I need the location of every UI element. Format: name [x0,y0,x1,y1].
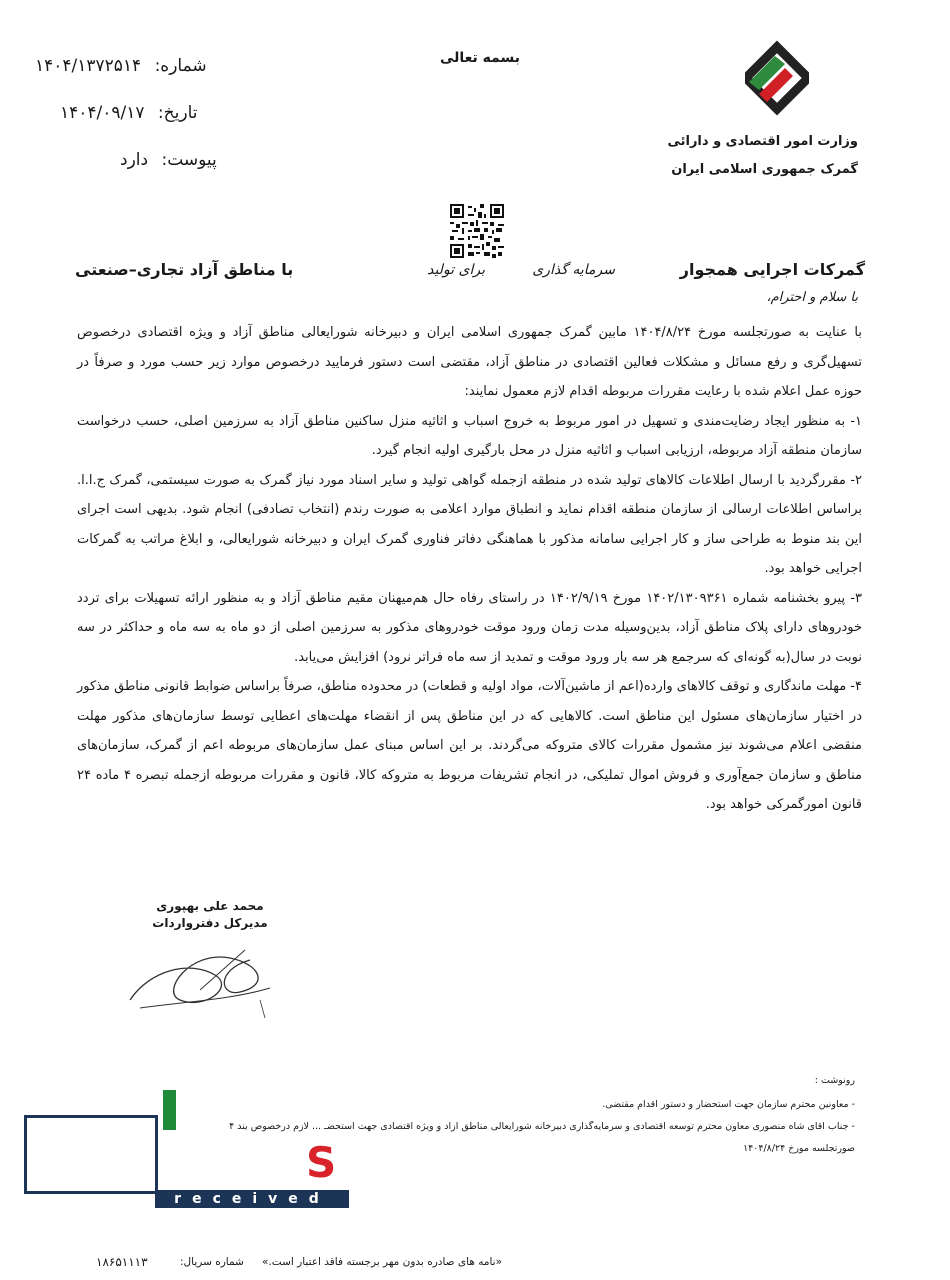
subject-part-4: با مناطق آزاد تجاری–صنعتی [75,260,294,279]
signatory [150,898,270,932]
qr-code-icon [450,204,504,258]
footer-note: «نامه های صادره بدون مهر برجسته فاقد اعتبار است.» [262,1256,502,1268]
greeting: با سلام و احترام، [766,290,858,305]
received-stamp-box [24,1115,158,1194]
serial-value: ۱۸۶۵۱۱۱۳ [96,1255,148,1269]
letter-date-value: ۱۴۰۴/۰۹/۱۷ [60,103,145,123]
subject-part-3: برای تولید [427,262,485,278]
letter-attachment-value: دارد [120,150,149,170]
letter-number-value: ۱۴۰۴/۱۳۷۲۵۱۴ [35,56,142,76]
received-stamp-letter: S [306,1138,337,1187]
signatory-name: محمد علی بهپوری [156,899,264,913]
cc-heading: رونوشت : [814,1075,855,1086]
cc-line-2: - جناب آقای شاه منصوری معاون محترم توسعه اقتصادی و سرمایه‌گذاری دبیرخانه شورایعالی مناطق آزاد و ویژه اقتصادی جهت استحضـ ... لازم درخصوص بند ۴ [229,1121,855,1132]
cc-line-3: صورتجلسه مورخ ۱۴۰۴/۸/۲۴ [743,1143,855,1154]
cc-line-1: - معاونین محترم سازمان جهت استحضار و دستور اقدام مقتضی. [602,1099,855,1110]
body-item-4: ۴- مهلت ماندگاری و توقف کالاهای وارده(اعم از ماشین‌آلات، مواد اولیه و قطعات) در محدوده مناطق، صرفاً براساس ضوابط قانونی مناطق مذکور در اختیار سازمان‌های مسئول این مناطق است. کالاهایی که در این مناطق پس از انقضاء مهلت‌های اعطایی توسط سازمان‌های مذکور مهلت منقضی اعلام می‌شوند نیز مشمول مقررات کالای متروکه می‌گردند. بر این اساس مبنای عمل سازمان‌های مربوطه اعم از گمرک، سازمان‌های مناطق و سازمان جمع‌آوری و فروش اموال تملیکی، در انجام تشریفات مربوط به متروکه کالا، قانون و مقررات مربوطه ازجمله تبصره ۴ ماده ۲۴ قانون امورگمرکی خواهد بود. [77,679,862,812]
customs-logo-icon [745,38,809,118]
subject-part-1: گمرکات اجرایی همجوار [679,260,865,279]
letter-date-label: تاریخ: [157,103,198,123]
subject-part-2: سرمایه گذاری [532,262,615,278]
serial-label: شماره سریال: [180,1256,244,1268]
signatory-title: مدیرکل دفترواردات [152,916,268,930]
handwritten-signature-icon [120,930,290,1030]
body-intro: با عنایت به صورتجلسه مورخ ۱۴۰۴/۸/۲۴ مابین گمرک جمهوری اسلامی ایران و دبیرخانه شورایعالی مناطق آزاد و ویژه اقتصادی درخصوص تسهیل‌گری و رفع مسائل و مشکلات فعالین اقتصادی در مناطق آزاد، مقتضی است دستور فرمایید درخصوص موارد زیر حسب مورد و صرفاً در حوزه عمل اعلام شده با رعایت مقررات مربوطه اقدام لازم معمول نمایند: [77,325,862,399]
received-stamp-label: received [155,1190,349,1208]
letter-date [60,103,197,123]
body-item-1: ۱- به منظور ایجاد رضایت‌مندی و تسهیل در امور مربوط به خروج اسباب و اثاثیه منزل ساکنین مناطق آزاد به سرزمین اصلی، حسب درخواست سازمان منطقه آزاد مربوطه، ارزیابی اسباب و اثاثیه منزل در محل بارگیری اولیه انجام گیرد. [77,413,862,458]
letter-number-label: شماره: [154,56,207,76]
body-item-2: ۲- مقررگردید با ارسال اطلاعات کالاهای تولید شده در منطقه ازجمله گواهی تولید و سایر اسناد مورد نیاز گمرک به صورت سیستمی، گمرک ج.ا.ا. براساس اطلاعات ارسالی از سازمان منطقه اقدام نماید و انطباق موارد اعلامی به صورت رندم (انتخاب تصادفی) انجام شود. بدیهی است اجرای این بند منوط به طراحی ساز و کار اجرایی سامانه مذکور با هماهنگی دفاتر فناوری گمرک ایران و دبیرخانه شورایعالی، و ابلاغ مراتب به گمرکات اجرایی خواهد بود. [77,472,862,576]
body-item-3: ۳- پیرو بخشنامه شماره ۱۴۰۲/۱۳۰۹۳۶۱ مورخ ۱۴۰۲/۹/۱۹ در راستای رفاه حال هم‌میهنان مقیم مناطق آزاد و به منظور ارائه تسهیلات برای تردد خودروهای دارای پلاک مناطق آزاد، بدین‌وسیله مدت زمان ورود موقت خودروهای مذکور به سرزمین اصلی از دو ماه به سه ماه و حداکثر در سه نوبت در سال(به گونه‌ای که سرجمع هر سه بار ورود موقت و تمدید از سه ماه فراتر نرود) افزایش می‌یابد. [77,590,862,665]
letter-attachment [120,150,217,170]
received-stamp-green-bar [163,1090,176,1130]
letter-body [77,318,862,820]
ministry-name: وزارت امور اقتصادی و دارائی [667,134,858,149]
letter-number [35,56,207,76]
bismillah: بسمه تعالی [439,50,521,66]
customs-name: گمرک جمهوری اسلامی ایران [671,162,858,177]
letter-attachment-label: پیوست: [161,150,217,170]
